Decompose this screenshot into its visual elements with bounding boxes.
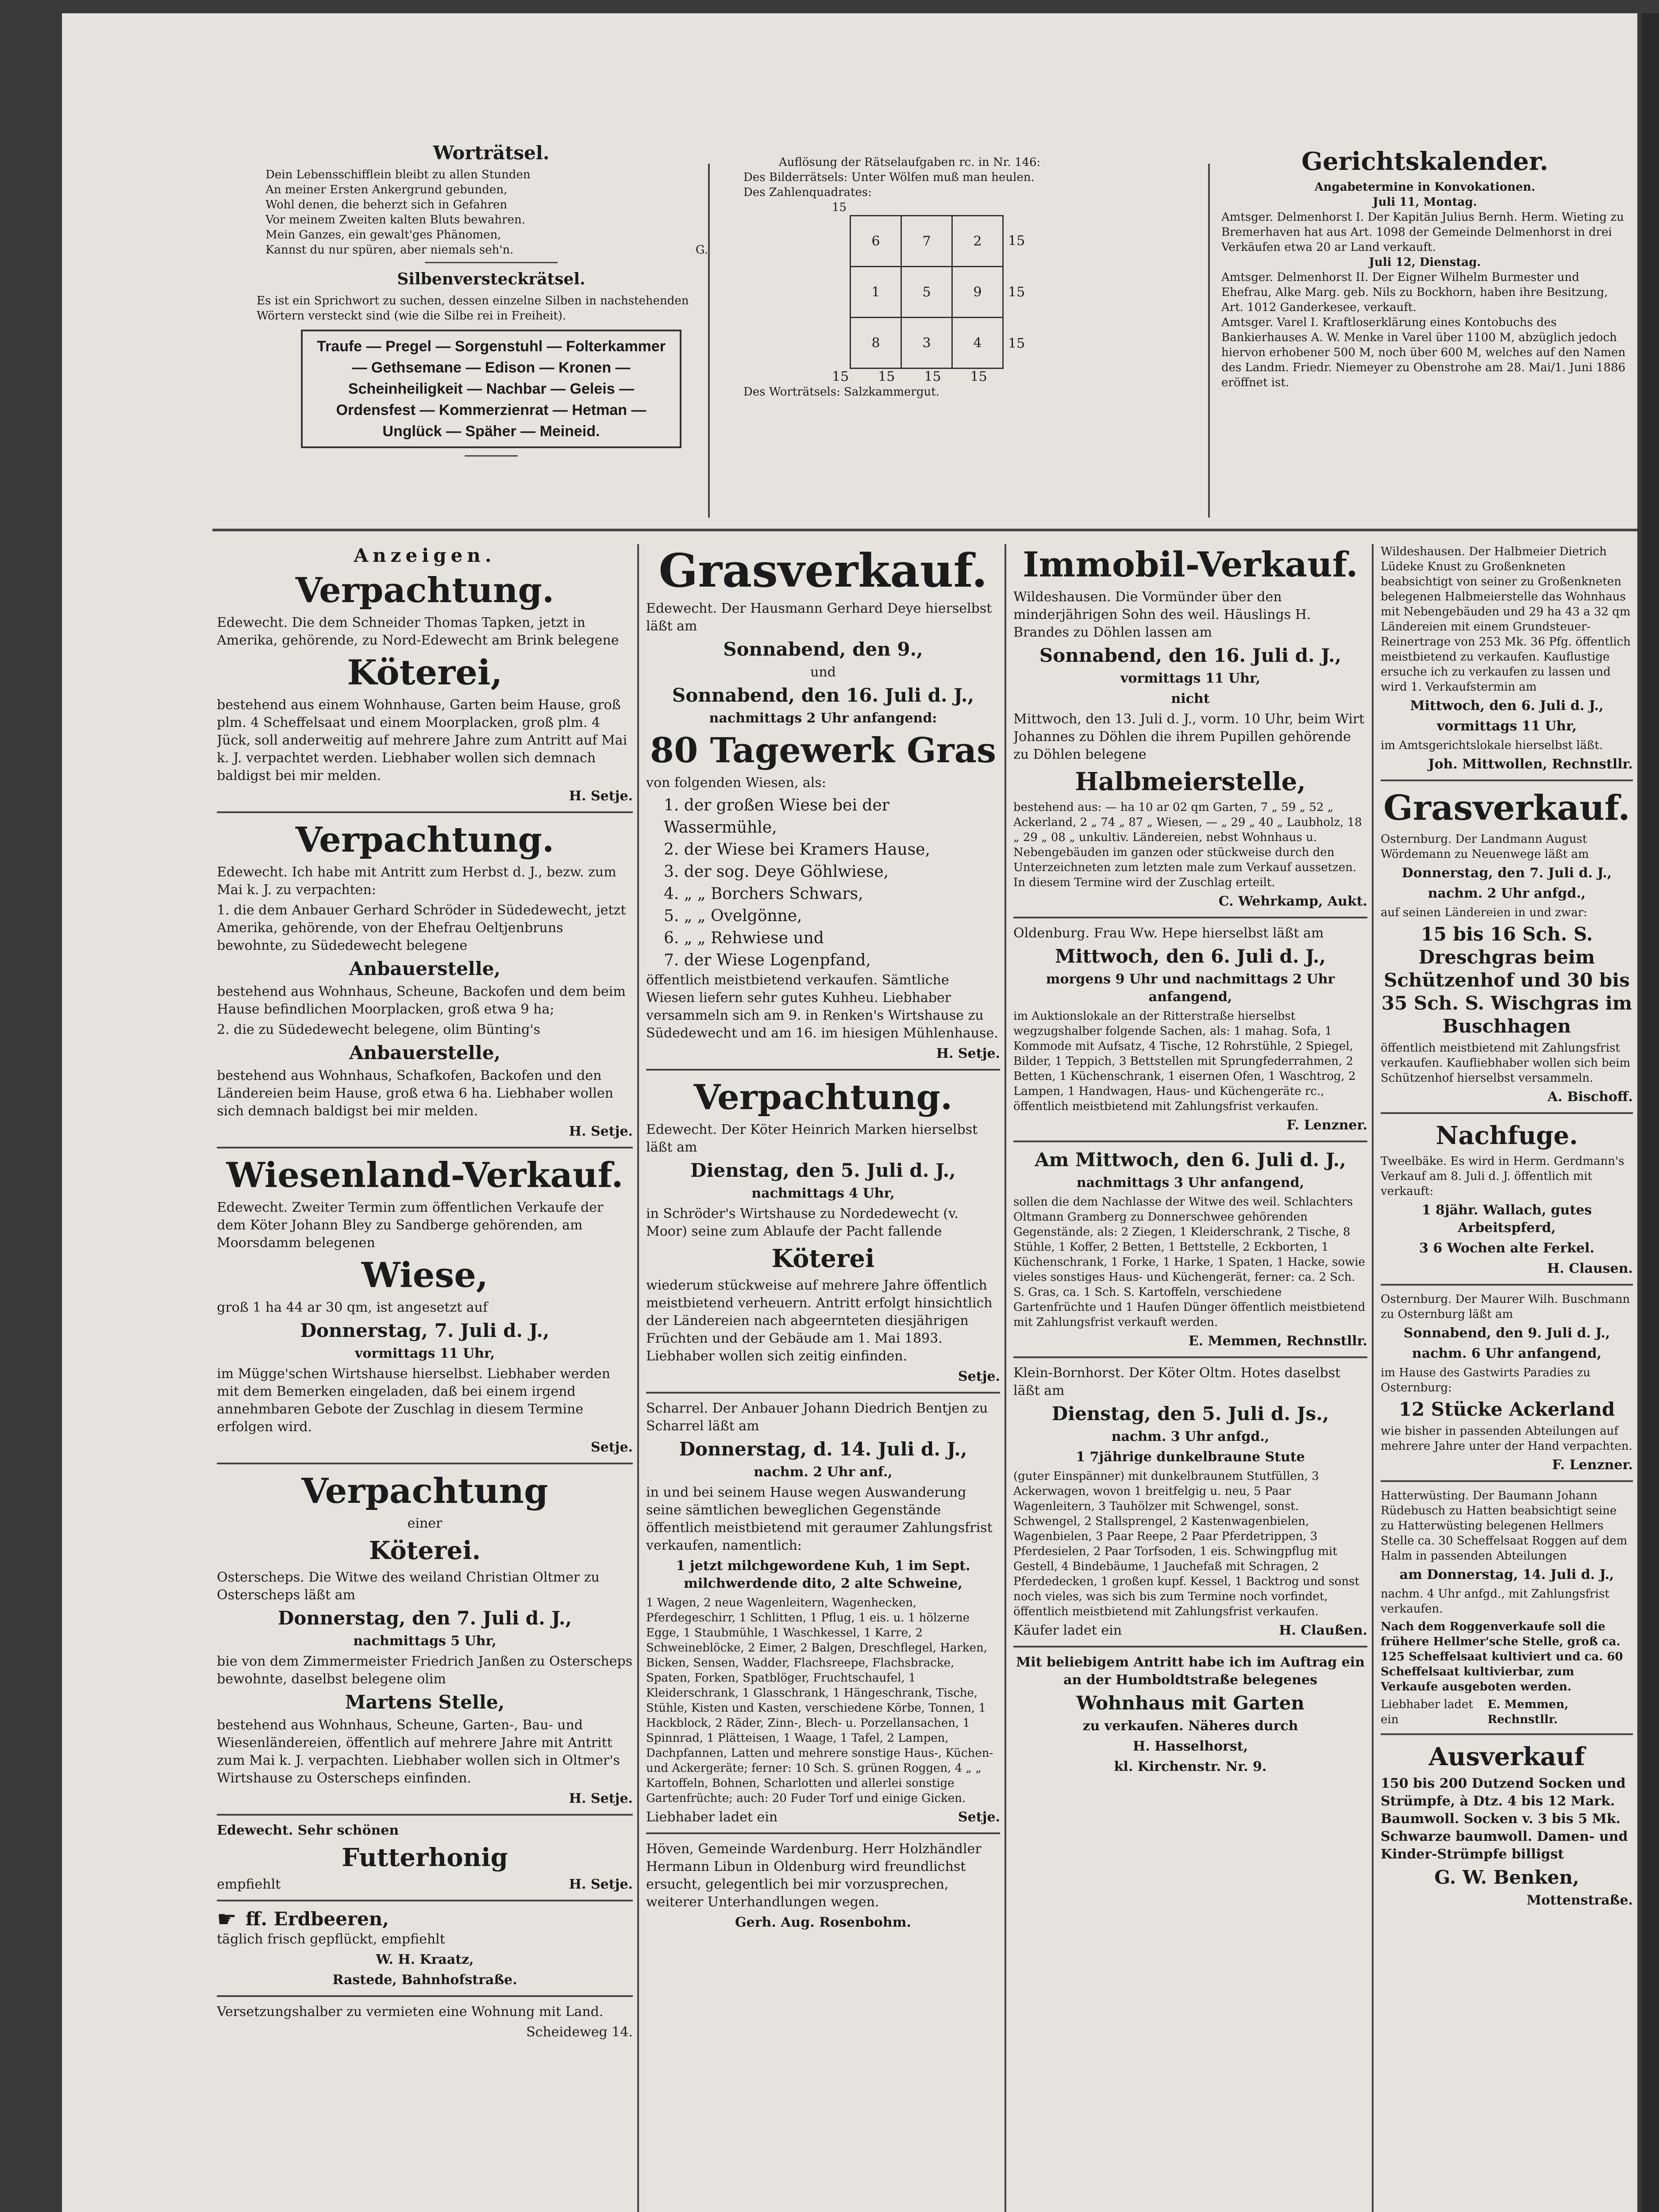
ad-headline: ff. Erdbeeren, (245, 1908, 389, 1930)
ad-headline: 15 bis 16 Sch. S. Dreschgras beim Schützenhof und 30 bis 35 Sch. S. Wischgras im Buschhagen (1381, 923, 1632, 1037)
row-sum: 15 (1008, 335, 1025, 351)
square-cell: 5 (901, 267, 952, 318)
square-cell: 8 (851, 318, 901, 369)
ad-title: Verpachtung. (295, 570, 554, 611)
ad-date: Sonnabend, den 9., (723, 638, 923, 660)
ad-text: sollen die dem Nachlasse der Witwe des weil. Schlachters Oltmann Gramberg zu Donnerschwee gehörenden Gegenstände, als: 2 Ziegen, 1 Kleiderschrank, 2 Tische, 8 Stühle, 1 Koffer, 2 Betten, 1 Bettstelle, 2 Eckborten, 1 Küchenschrank, 1 Forke, 1 Harke, 1 Spaten, 1 Hacke, sowie vieles sonstiges Haus- und Küchengerät, ferner: ca. 2 Sch. S. Gras, ca. 1 Sch. S. Kartoffeln, verschiedene Gartenfrüchte und 1 Haufen Dünger öffentlich meistbietend mit Zahlungsfrist verkauft werden. (1013, 1195, 1366, 1329)
verse-line: Dein Lebensschifflein bleibt zu allen Stunden (266, 168, 531, 181)
ad-time: nachm. 6 Uhr anfangend, (1412, 1346, 1602, 1361)
ad-text: Scharrel. Der Anbauer Johann Diedrich Bentjen zu Scharrel läßt am (646, 1401, 988, 1434)
ad-text: öffentlich meistbietend verkaufen. Sämtliche Wiesen liefern sehr gutes Kuhheu. Liebhaber versammeln sich am 9. in Renken's Wirtshause zu Südedewecht und am 16. im hiesigen Mühlenhause. (646, 972, 998, 1041)
anzeigen-heading: Anzeigen. (354, 545, 496, 566)
ad-headline: Anbauerstelle, (349, 1042, 501, 1064)
ad-signature: Setje. (958, 1369, 1000, 1384)
ad-text: Edewecht. Die dem Schneider Thomas Tapken, jetzt in Amerika, gehörende, zu Nord-Edewecht am Brink belegene (217, 615, 619, 648)
square-cell: 2 (952, 216, 1003, 267)
ad-time: nachmittags 2 Uhr anfangend: (709, 710, 937, 726)
list-item: 1. der großen Wiese bei der Wassermühle, (664, 796, 889, 837)
ad-signature: E. Memmen, Rechnstllr. (1188, 1333, 1367, 1349)
ads-column-3 (1013, 544, 1367, 2212)
verse-line: Kannst du nur spüren, aber niemals seh'n. (266, 243, 514, 257)
square-cell: 4 (952, 318, 1003, 369)
ad-date: Mittwoch, den 6. Juli d. J., (1055, 945, 1326, 967)
ad-text: Wildeshausen. Die Vormünder über den minderjährigen Sohn des weil. Häuslings H. Brandes zu Döhlen lassen am (1013, 589, 1311, 640)
col-sum: 15 (924, 369, 941, 384)
ad-text: Edewecht. Ich habe mit Antritt zum Herbst d. J., bezw. zum Mai k. J. zu verpachten: (217, 864, 616, 898)
ad-text: öffentlich meistbietend mit Zahlungsfrist verkaufen. Kaufliebhaber wollen sich beim Schützenhof hierselbst versammeln. (1381, 1041, 1631, 1085)
ad-headline: Köterei (771, 1244, 875, 1273)
ad-text: Liebhaber ladet ein (646, 1809, 778, 1825)
ad-signature: H. Setje. (569, 1791, 633, 1806)
ad-text: bestehend aus Wohnhaus, Scheune, Backofen und dem beim Hause befindlichen Moorplacken, groß etwa 9 ha; (217, 984, 626, 1017)
ad-text: zu verkaufen. Näheres durch (1082, 1718, 1298, 1734)
ad-headline: Martens Stelle, (345, 1691, 505, 1713)
ad-text: Tweelbäke. Es wird in Herm. Gerdmann's Verkauf am 8. Juli d. J. öffentlich mit verkauft: (1381, 1155, 1624, 1198)
ad-signature: H. Hasselhorst, (1132, 1739, 1248, 1754)
gerichtskalender-title: Gerichtskalender. (1301, 147, 1548, 176)
ad-date: Dienstag, den 5. Juli d. Js., (1051, 1403, 1329, 1425)
column-divider (1005, 544, 1006, 2212)
ad-text: von folgenden Wiesen, als: (646, 775, 826, 791)
ad-signature: E. Memmen, Rechnstllr. (1487, 1698, 1569, 1726)
ad-date: Dienstag, den 5. Juli d. J., (690, 1160, 956, 1181)
ads-column-4 (1381, 544, 1633, 2212)
ad-text: in und bei seinem Hause wegen Auswanderung seine sämtlichen beweglichen Gegenstände öffentlich meistbietend mit geraumer Zahlungsfrist verkaufen, namentlich: (646, 1485, 993, 1553)
ad-text: im Mügge'schen Wirtshause hierselbst. Liebhaber werden mit dem Bemerken eingeladen, daß bei einem irgend annehmbaren Gebote der Zuschlag in diesem Termine erfolgen wird. (217, 1366, 611, 1435)
ad-signature: W. H. Kraatz, (376, 1952, 474, 1967)
column-divider (1372, 544, 1374, 2212)
ad-headline: 3 6 Wochen alte Ferkel. (1419, 1240, 1594, 1256)
ad-headline: 12 Stücke Ackerland (1398, 1398, 1615, 1420)
ad-title: Verpachtung. (295, 820, 554, 860)
ad-signature: Joh. Mittwollen, Rechnstllr. (1428, 757, 1633, 772)
ad-signature: Setje. (958, 1809, 1000, 1825)
ad-date: Sonnabend, den 16. Juli d. J., (672, 684, 974, 706)
magic-square (850, 215, 1004, 369)
list-item: 7. der Wiese Logenpfand, (664, 951, 871, 969)
silben-text: Es ist ein Sprichwort zu suchen, dessen einzelne Silben in nachstehenden Wörtern versteckt sind (wie die Silbe rei in Freiheit). (257, 294, 689, 323)
ad-text: wiederum stückweise auf mehrere Jahre öffentlich meistbietend verheuern. Antritt erfolgt hinsichtlich der Ländereien nach abgeernteten diesjährigen Früchten und der Gebäude am 1. Mai 1893. Liebhaber wollen sich zeitig einfinden. (646, 1278, 993, 1364)
ad-title: Verpachtung (301, 1471, 548, 1511)
gerichtskalender-subtitle: Angabetermine in Konvokationen. (1314, 180, 1536, 194)
ad-signature: kl. Kirchenstr. Nr. 9. (1114, 1759, 1267, 1774)
square-cell: 9 (952, 267, 1003, 318)
square-cell: 3 (901, 318, 952, 369)
aufloesung-section (743, 155, 1230, 509)
day-heading: Juli 12, Dienstag. (1369, 256, 1481, 269)
list-item: 6. „ „ Rehwiese und (664, 929, 824, 947)
ad-headline: Anbauerstelle, (349, 958, 501, 979)
ad-time: nachm. 2 Uhr anf., (754, 1464, 893, 1480)
zahlenquadrat-label: Des Zahlenquadrates: (743, 186, 872, 199)
ad-signature: H. Setje. (569, 788, 633, 804)
verse-line: An meiner Ersten Ankergrund gebunden, (266, 183, 508, 196)
square-cell: 1 (851, 267, 901, 318)
square-cell: 7 (901, 216, 952, 267)
ad-text: Mit beliebigem Antritt habe ich im Auftrag ein an der Humboldtstraße belegenes (1016, 1655, 1365, 1688)
ad-text: Oldenburg. Frau Ww. Hepe hierselbst läßt am (1013, 926, 1324, 941)
wortraetsel-section (248, 142, 735, 504)
wortraetsel-title: Worträtsel. (433, 142, 550, 164)
ad-text: im Amtsgerichtslokale hierselbst läßt. (1381, 739, 1603, 752)
ad-title: Nachfuge. (1436, 1121, 1578, 1150)
ad-text: Edewecht. Der Köter Heinrich Marken hierselbst läßt am (646, 1122, 978, 1155)
ad-signature: F. Lenzner. (1552, 1457, 1633, 1473)
ad-text: empfiehlt (217, 1877, 281, 1892)
ads-column-1 (217, 544, 633, 2212)
ad-text: Mittwoch, den 13. Juli d. J., vorm. 10 Uhr, beim Wirt Johannes zu Döhlen die ihrem Pupillen gehörende zu Döhlen belegene (1013, 711, 1365, 762)
list-item: 3. der sog. Deye Göhlwiese, (664, 863, 889, 881)
verse-line: Mein Ganzes, ein gewalt'ges Phänomen, (266, 228, 501, 242)
ad-text: 150 bis 200 Dutzend Socken und Strümpfe, à Dtz. 4 bis 12 Mark. Baumwoll. Socken v. 3 bis 5 Mk. Schwarze baumwoll. Damen- und Kinder-Strümpfe billigst (1381, 1776, 1628, 1862)
ad-headline: Wiese, (361, 1255, 489, 1295)
ad-time: nachm. 4 Uhr anfgd., mit Zahlungsfrist verkaufen. (1381, 1587, 1609, 1616)
ad-signature: Rastede, Bahnhofstraße. (332, 1972, 517, 1988)
ad-headline: Halbmeierstelle, (1075, 767, 1306, 796)
ad-date: Donnerstag, den 7. Juli d. J., (277, 1607, 572, 1629)
ad-title: Ausverkauf (1428, 1742, 1585, 1771)
ad-text: Nach dem Roggenverkaufe soll die frühere Hellmer'sche Stelle, groß ca. 125 Scheffelsaat kultiviert und ca. 60 Scheffelsaat kultivierbar, zum Verkaufe ausgeboten werden. (1381, 1620, 1623, 1694)
ad-headline: Köterei. (369, 1536, 481, 1565)
meadow-list (646, 795, 1000, 972)
ad-text: täglich frisch gepflückt, empfiehlt (217, 1932, 445, 1947)
aufloesung-title: Auflösung der Rätselaufgaben rc. in Nr. 146: (779, 156, 1041, 169)
gerichtskalender-section (1221, 146, 1628, 522)
ad-text: in Schröder's Wirtshause zu Nordedewecht (v. Moor) seine zum Ablaufe der Pacht fallende (646, 1206, 958, 1239)
column-divider (637, 544, 639, 2212)
square-cell: 6 (851, 216, 901, 267)
silben-word-box: Traufe — Pregel — Sorgenstuhl — Folterkammer — Gethsemane — Edison — Kronen — Scheinheiligkeit — Nachbar — Geleis — Ordensfest — Kommerzienrat — Hetman — Unglück — Späher — Meineid. (301, 330, 681, 448)
newspaper-page (62, 13, 1637, 2212)
ad-text: Edewecht. Der Hausmann Gerhard Deye hierselbst läßt am (646, 601, 992, 634)
ad-signature: A. Bischoff. (1547, 1089, 1633, 1105)
col-sum: 15 (970, 369, 987, 384)
ad-time: vormittags 11 Uhr, (1120, 671, 1261, 686)
col-sum: 15 (832, 369, 849, 384)
row-sum: 15 (1008, 284, 1025, 300)
ad-title: Immobil-Verkauf. (1023, 545, 1358, 585)
ad-text: auf seinen Ländereien in und zwar: (1381, 906, 1587, 919)
ad-signature: Gerh. Aug. Rosenbohm. (735, 1915, 911, 1930)
ad-date: Sonnabend, den 16. Juli d. J., (1039, 645, 1342, 666)
ad-date: Donnerstag, 7. Juli d. J., (300, 1320, 550, 1341)
row-sum: 15 (1008, 233, 1025, 249)
column-divider (708, 164, 710, 518)
ad-connector: und (810, 664, 836, 680)
ad-signature: H. Setje. (936, 1046, 1000, 1061)
ad-text: bestehend aus einem Wohnhause, Garten beim Hause, groß plm. 4 Scheffelsaat und einem Moorplacken, groß plm. 4 Jück, soll anderweitig auf mehrere Jahre zum Antritt auf Mai k. J. verpachtet werden. Liebhaber wollen sich demnach baldigst bei mir melden. (217, 697, 627, 783)
ad-text: Osterscheps. Die Witwe des weiland Christian Oltmer zu Osterscheps läßt am (217, 1570, 600, 1603)
ad-text: 2. die zu Südedewecht belegene, olim Bünting's (217, 1022, 541, 1037)
col-sum: 15 (878, 369, 895, 384)
ad-signature: H. Claußen. (1279, 1623, 1367, 1638)
ad-time: nachm. 2 Uhr anfgd., (1428, 886, 1586, 901)
ad-headline: Wohnhaus mit Garten (1076, 1692, 1305, 1714)
ad-title: Grasverkauf. (658, 544, 988, 598)
ad-text: Käufer ladet ein (1013, 1623, 1122, 1638)
ad-headline: 1 8jähr. Wallach, gutes Arbeitspferd, (1421, 1202, 1592, 1236)
ad-text: Versetzungshalber zu vermieten eine Wohnung mit Land. (217, 2004, 604, 2020)
ad-text: Osternburg. Der Landmann August Wördemann zu Neuenwege läßt am (1381, 833, 1589, 861)
gericht-entry: Amtsger. Delmenhorst I. Der Kapitän Julius Bernh. Herm. Wieting zu Bremerhaven hat aus Art. 1098 der Gemeinde Delmenhorst in drei Verkäufen etwa 20 ar Land verkauft. (1221, 211, 1624, 254)
ad-text: Wildeshausen. Der Halbmeier Dietrich Lüdeke Knust zu Großenkneten beabsichtigt von seiner zu Großenkneten belegenen Halbmeierstelle das Wohnhaus mit Nebengebäuden und 29 ha 43 a 32 qm Ländereien mit einem Grundsteuer-Reinertrage von 253 Mk. 36 Pfg. öffentlich meistbietend zu verkaufen. Kauflustige ersuche ich zu verkaufen zu lassen und wird 1. Verkaufstermin am (1381, 545, 1631, 694)
ad-time: nachm. 3 Uhr anfgd., (1111, 1429, 1270, 1444)
ad-time: vormittags 11 Uhr, (1436, 718, 1577, 734)
ad-connector: einer (407, 1516, 443, 1531)
ad-time: nachmittags 4 Uhr, (751, 1186, 895, 1201)
ad-title: Am Mittwoch, den 6. Juli d. J., (1035, 1149, 1346, 1171)
ad-signature: H. Clausen. (1547, 1261, 1633, 1276)
pointing-hand-icon: ☛ (217, 1906, 237, 1932)
ad-signature: H. Setje. (569, 1877, 633, 1892)
gericht-entry: Amtsger. Delmenhorst II. Der Eigner Wilhelm Burmester und Ehefrau, Alke Marg. geb. Nils zu Bockhorn, haben ihre Besitzung, Art. 1012 Ganderkesee, verkauft. (1221, 271, 1608, 314)
verse-line: Wohl denen, die beherzt sich in Gefahren (266, 198, 508, 211)
ad-text: im Hause des Gastwirts Paradies zu Osternburg: (1381, 1366, 1591, 1394)
ad-text: groß 1 ha 44 ar 30 qm, ist angesetzt auf (217, 1300, 488, 1315)
gericht-entry: Amtsger. Varel I. Kraftloserklärung eines Kontobuchs des Bankierhauses A. W. Menke in Varel über 1100 M, abzüglich jedoch hiervon erhobener 500 M, noch über 600 M, welches auf den Namen des Landm. Friedr. Niemeyer zu Obenstrohe am 28. Mai/1. Juni 1886 eröffnet ist. (1221, 316, 1626, 389)
ad-date: Mittwoch, den 6. Juli d. J., (1410, 698, 1604, 714)
ad-text: bestehend aus Wohnhaus, Scheune, Garten-, Bau- und Wiesenländereien, öffentlich auf mehrere Jahre mit Antritt zum Mai k. J. verpachten. Liebhaber wollen sich in Oltmer's Wirtshause zu Osterscheps einfinden. (217, 1717, 620, 1786)
ad-text: Liebhaber ladet ein (1381, 1698, 1473, 1726)
ad-date: am Donnerstag, 14. Juli d. J., (1399, 1567, 1614, 1582)
ad-signature: Mottenstraße. (1526, 1893, 1633, 1908)
ad-text: bie von dem Zimmermeister Friedrich Janßen zu Osterscheps bewohnte, daselbst belegene olim (217, 1654, 633, 1687)
ad-text: bestehend aus: — ha 10 ar 02 qm Garten, 7 „ 59 „ 52 „ Ackerland, 2 „ 74 „ 87 „ Wiesen, — „ 29 „ 40 „ Laubholz, 18 „ 29 „ 08 „ unkultiv. Ländereien, nebst Wohnhaus u. Nebengebäuden im ganzen oder stückweise durch den Unterzeichneten zum letzten male zum Verkauf aussetzen. In diesem Termine wird der Zuschlag erteilt. (1013, 801, 1362, 889)
ad-headline: Köterei, (347, 653, 503, 693)
ads-column-2 (646, 544, 1000, 2212)
ad-text: Osternburg. Der Maurer Wilh. Buschmann zu Osternburg läßt am (1381, 1293, 1630, 1321)
ad-time: vormittags 11 Uhr, (354, 1346, 495, 1361)
ad-text: Edewecht. Sehr schönen (217, 1823, 399, 1838)
ad-connector: nicht (1171, 691, 1210, 707)
ad-headline: Futterhonig (342, 1843, 508, 1872)
column-divider (1208, 164, 1210, 518)
ad-text: Höven, Gemeinde Wardenburg. Herr Holzhändler Hermann Libun in Oldenburg wird freundlichst ersucht, gelegentlich bei mir vorzusprechen, weiterer Unterhandlungen wegen. (646, 1841, 982, 1910)
list-item: 4. „ „ Borchers Schwars, (664, 885, 863, 903)
ad-text: Klein-Bornhorst. Der Köter Oltm. Hotes daselbst läßt am (1013, 1365, 1341, 1398)
riddle-initial: G. (695, 243, 708, 257)
ad-text: 1. die dem Anbauer Gerhard Schröder in Südedewecht, jetzt Amerika, gehörende, von der Ehefrau Oeltjenbruns bewohnte, zu Südedewecht belegene (217, 902, 626, 953)
ad-headline: 80 Tagewerk Gras (650, 730, 997, 771)
ad-title: Wiesenland-Verkauf. (226, 1155, 624, 1195)
wortraetsel-solution: Des Worträtsels: Salzkammergut. (743, 385, 939, 399)
ad-signature: F. Lenzner. (1286, 1118, 1367, 1133)
ad-text: 1 Wagen, 2 neue Wagenleitern, Wagenhecken, Pferdegeschirr, 1 Schlitten, 1 Pflug, 1 eis. u. 1 hölzerne Egge, 1 Staubmühle, 1 Waschkessel, 1 Karre, 2 Schweineblöcke, 2 Eimer, 2 Balgen, Dreschflegel, Harken, Bicken, Sensen, Wadder, Flachsreepe, Flachsbracke, Spaten, Forken, Spatblöger, Fruchtschaufel, 1 Kleiderschrank, 1 Glasschrank, 1 Hängeschrank, Tische, Stühle, Kisten und Kasten, verschiedene Körbe, Tonnen, 1 Hackblock, 2 Räder, Zinn-, Blech- u. Porzellansachen, 1 Spinnrad, 1 Plätteisen, 1 Waage, 1 Tafel, 2 Lampen, Dachpfannen, Latten und mehrere sonstige Haus-, Küchen- und Ackergeräte; ferner: 10 Sch. S. grünen Roggen, 4 „ „ Kartoffeln, Bohnen, Scharlotten und allerlei sonstige Gartenfrüchte; auch: 20 Fuder Torf und einige Gicken. (646, 1596, 993, 1805)
verse-line: Vor meinem Zweiten kalten Bluts bewahren. (266, 213, 526, 227)
ad-text: Edewecht. Zweiter Termin zum öffentlichen Verkaufe der dem Köter Johann Bley zu Sandberge gehörenden, am Moorsdamm belegenen (217, 1200, 604, 1251)
ad-text: Hatterwüsting. Der Baumann Johann Rüdebusch zu Hatten beabsichtigt seine zu Hatterwüsting belegenen Hellmers Stelle ca. 30 Scheffelsaat Roggen auf dem Halm in passenden Abteilungen (1381, 1489, 1628, 1563)
ad-date: Donnerstag, den 7. Juli d. J., (1401, 865, 1612, 881)
ad-signature: Scheideweg 14. (526, 2024, 633, 2040)
ad-signature: C. Wehrkamp, Aukt. (1218, 894, 1367, 909)
bilderraetsel-solution: Des Bilderrätsels: Unter Wölfen muß man heulen. (743, 171, 1035, 184)
ad-date: Sonnabend, den 9. Juli d. J., (1403, 1325, 1610, 1341)
ad-signature: Setje. (591, 1440, 633, 1455)
ad-time: morgens 9 Uhr und nachmittags 2 Uhr anfangend, (1046, 972, 1335, 1005)
ad-title: Grasverkauf. (1383, 788, 1630, 828)
ad-title: Verpachtung. (693, 1077, 953, 1118)
ad-text: wie bisher in passenden Abteilungen auf mehrere Jahre unter der Hand verpachten. (1381, 1425, 1632, 1453)
section-rule (212, 529, 1637, 531)
ad-headline: 1 7jährige dunkelbraune Stute (1076, 1449, 1305, 1465)
ad-text: im Auktionslokale an der Ritterstraße hierselbst wegzugshalber folgende Sachen, als: 1 mahag. Sofa, 1 Kommode mit Aufsatz, 4 Tische, 12 Rohrstühle, 2 Spiegel, Bilder, 1 Teppich, 3 Bettstellen mit Sprungfederrahmen, 2 Betten, 1 Küchenschrank, 1 eisernen Ofen, 1 Waschtrog, 2 Lampen, 1 Handwagen, Haus- und Küchengeräte rc., öffentlich meistbietend mit Zahlungsfrist verkaufen. (1013, 1010, 1356, 1113)
ad-signature: G. W. Benken, (1434, 1866, 1579, 1888)
book-edge (1641, 13, 1659, 2212)
ad-text: (guter Einspänner) mit dunkelbraunem Stutfüllen, 3 Ackerwagen, wovon 1 breitfelgig u. neu, 5 Paar Wagenleitern, 3 Tauhölzer mit Schwengel, sonst. Schwengel, 2 Stallsprengel, 2 Kastenwagenbielen, Wagenbielen, 3 Paar Reepe, 2 Paar Pferdetrippen, 3 Pferdesielen, 2 Paar Torfsoden, 1 eis. Schwingpflug mit Gestell, 4 Bindebäume, 1 Jauchefaß mit Schragen, 2 Pferdedecken, 1 großen kupf. Kessel, 1 Backtrog und sonst noch vieles, was sich bis zum Termine noch vorfindet, öffentlich meistbietend mit Zahlungsfrist verkaufen. (1013, 1470, 1359, 1618)
ad-headline: 1 jetzt milchgewordene Kuh, 1 im Sept. milchwerdende dito, 2 alte Schweine, (676, 1558, 970, 1591)
ad-time: nachmittags 5 Uhr, (353, 1633, 497, 1649)
list-item: 5. „ „ Ovelgönne, (664, 907, 802, 925)
silben-title: Silbenversteckrätsel. (397, 270, 585, 288)
list-item: 2. der Wiese bei Kramers Hause, (664, 841, 930, 859)
ad-signature: H. Setje. (569, 1124, 633, 1139)
grid-top-sum: 15 (832, 201, 847, 214)
ad-date: Donnerstag, d. 14. Juli d. J., (679, 1438, 967, 1460)
day-heading: Juli 11, Montag. (1373, 196, 1477, 209)
ad-time: nachmittags 3 Uhr anfangend, (1076, 1175, 1305, 1190)
ad-text: bestehend aus Wohnhaus, Schafkofen, Backofen und den Ländereien beim Hause, groß etwa 6 ha. Liebhaber wollen sich demnach baldigst bei mir melden. (217, 1068, 614, 1119)
